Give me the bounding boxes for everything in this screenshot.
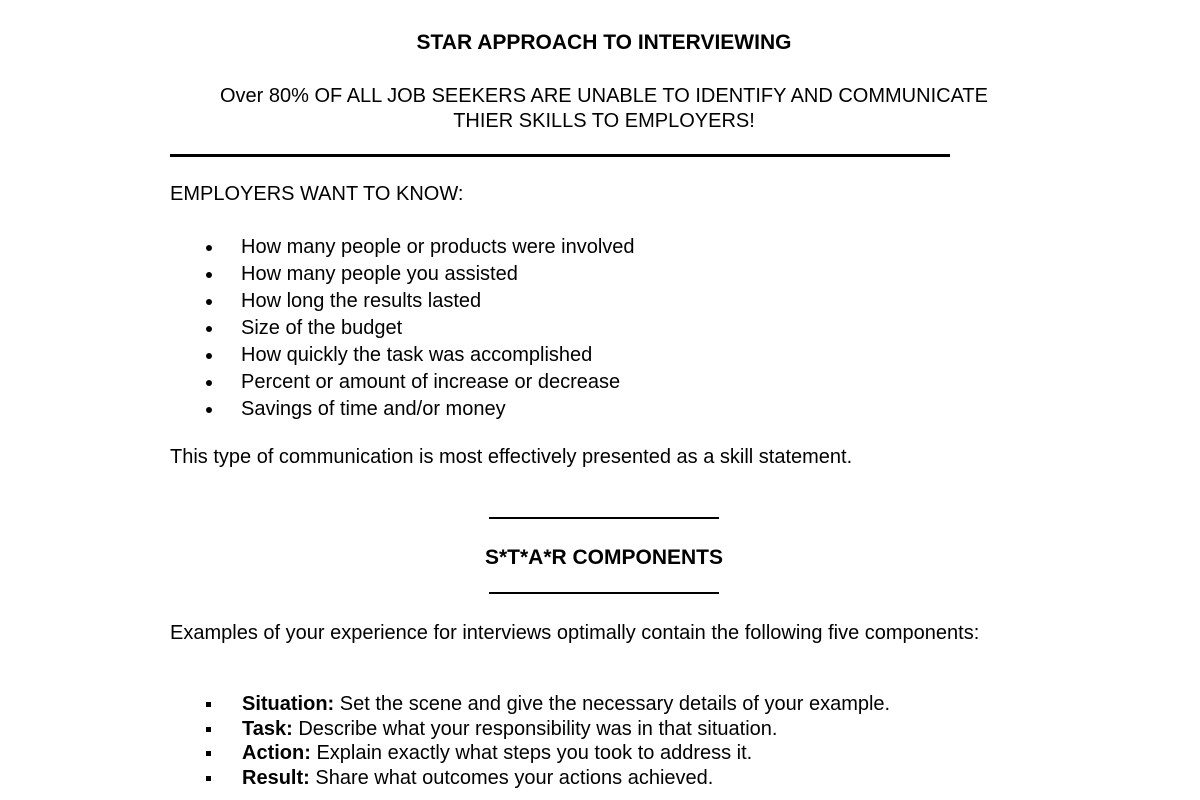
list-item (170, 288, 635, 315)
bullet-dot-icon (206, 272, 212, 278)
square-bullet-icon (206, 751, 211, 756)
examples-intro: Examples of your experience for interviews optimally contain the following five components: (170, 622, 980, 644)
component-term: Situation: (242, 693, 335, 715)
component-term: Action: (242, 742, 311, 764)
list-item (170, 717, 890, 742)
employers-heading: EMPLOYERS WANT TO KNOW: (170, 183, 464, 205)
square-bullet-icon (206, 727, 211, 732)
title-divider (170, 154, 950, 157)
component-term: Result: (242, 766, 310, 789)
bullet-dot-icon (206, 326, 212, 332)
list-item (170, 396, 635, 423)
component-description: Explain exactly what steps you took to address it. (310, 742, 753, 764)
bullet-dot-icon (206, 299, 212, 305)
list-item-text: How quickly the task was accomplished (241, 344, 593, 366)
square-bullet-icon (206, 776, 211, 781)
list-item (170, 342, 635, 369)
components-top-divider (489, 517, 719, 519)
subtitle-line-2: THIER SKILLS TO EMPLOYERS! (453, 110, 755, 132)
list-item (170, 766, 890, 791)
employer-points-list (170, 234, 635, 423)
components-bottom-divider (489, 592, 719, 594)
bullet-dot-icon (206, 380, 212, 386)
component-description: Describe what your responsibility was in that situation. (292, 717, 778, 740)
component-term: Task: (242, 717, 293, 740)
list-item-text: How long the results lasted (241, 290, 482, 312)
document-title: STAR APPROACH TO INTERVIEWING (416, 31, 792, 54)
list-item-text: How many people you assisted (241, 263, 518, 285)
list-item (170, 369, 635, 396)
component-description: Share what outcomes your actions achieved. (309, 766, 714, 789)
list-item (170, 234, 635, 261)
summary-text: This type of communication is most effectively presented as a skill statement. (170, 446, 853, 468)
list-item-text: Size of the budget (241, 317, 403, 339)
square-bullet-icon (206, 702, 211, 707)
list-item-text: Percent or amount of increase or decrease (241, 371, 621, 393)
list-item-text: How many people or products were involved (241, 236, 635, 258)
list-item (170, 315, 635, 342)
list-item (170, 692, 890, 717)
subtitle-line-1: Over 80% OF ALL JOB SEEKERS ARE UNABLE TO IDENTIFY AND COMMUNICATE (220, 85, 988, 107)
star-components-list (170, 692, 890, 790)
list-item-text: Savings of time and/or money (241, 398, 506, 420)
list-item (170, 741, 890, 766)
component-description: Set the scene and give the necessary details of your example. (334, 693, 891, 715)
bullet-dot-icon (206, 407, 212, 413)
bullet-dot-icon (206, 353, 212, 359)
components-title: S*T*A*R COMPONENTS (484, 546, 724, 569)
bullet-dot-icon (206, 245, 212, 251)
document-subtitle (150, 84, 1058, 134)
list-item (170, 261, 635, 288)
